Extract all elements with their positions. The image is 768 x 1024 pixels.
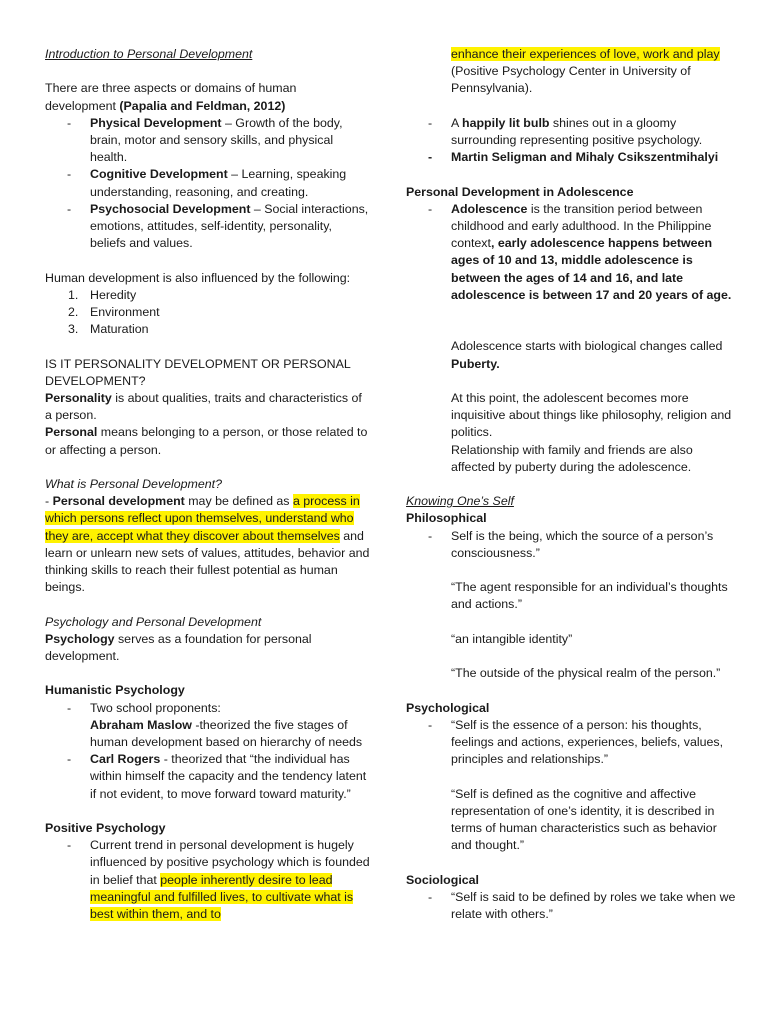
definition-text: and learn or unlearn new sets of values, attitudes, behavior and thinking skills to reach their fullest potential as human beings. <box>45 528 370 595</box>
domain-term: Physical Development <box>90 115 222 130</box>
pd-definition <box>45 493 370 596</box>
personality-definition <box>45 390 370 424</box>
highlighted-text: a process in which persons reflect upon themselves, understand who they are, accept what they discover about themselves <box>45 494 360 543</box>
list-item-psychosocial <box>45 201 370 253</box>
section-title-what-is: What is Personal Development? <box>45 477 222 492</box>
citation-text: (Positive Psychology Center in University of Pennsylvania). <box>451 64 691 96</box>
subsection-title-psychological: Psychological <box>406 700 490 715</box>
highlighted-text: enhance their experiences of love, work and play <box>451 47 720 61</box>
list-item-maturation <box>45 321 370 338</box>
domain-desc: – Learning, speaking understanding, reasoning, and creating. <box>90 167 347 199</box>
right-column <box>406 46 736 923</box>
domain-term: Cognitive Development <box>90 167 228 182</box>
inquisitive-paragraph: At this point, the adolescent becomes more inquisitive about things like philosophy, religion and politics. <box>451 391 732 440</box>
rogers-desc: - theorized that “the individual has within himself the capacity and the tendency latent if not evident, to move forward toward maturity.” <box>90 752 367 801</box>
list-item-founders: - Martin Seligman and Mihaly Csikszentmihalyi <box>406 149 736 166</box>
positive-text: Current trend in personal development is hugely influenced by positive psychology which is founded in belief that <box>90 838 370 887</box>
list-number: 3. <box>68 322 79 337</box>
bulb-text: shines out in a gloomy surrounding representing positive psychology. <box>451 115 703 147</box>
puberty-paragraph <box>406 338 736 372</box>
aspects-intro <box>45 80 370 114</box>
list-item-bulb <box>406 115 736 149</box>
influence-intro: Human development is also influenced by the following: <box>45 270 351 285</box>
list-number: 2. <box>68 305 79 320</box>
name-rogers: Carl Rogers <box>90 752 161 767</box>
aspects-intro-text: There are three aspects or domains of human development <box>45 81 297 113</box>
definition-text: means belonging to a person, or those related to or affecting a person. <box>45 425 368 457</box>
question-heading: IS IT PERSONALITY DEVELOPMENT OR PERSONAL DEVELOPMENT? <box>45 356 351 388</box>
adolescence-ages: , early adolescence happens between ages of 10 and 13, middle adolescence is between the ages of 14 and 16, and late adolescence is between 17 and 20 years of age. <box>451 236 732 302</box>
philosophical-quote: “The agent responsible for an individual’s thoughts and actions.” <box>451 580 728 612</box>
positive-continuation <box>406 46 736 98</box>
section-title-adolescence: Personal Development in Adolescence <box>406 184 634 199</box>
list-number: 1. <box>68 287 79 302</box>
list-item-cognitive <box>45 166 370 200</box>
list-item-psychological: - “Self is the essence of a person: his thoughts, feelings and actions, experiences, beliefs, values, principles and relationships.” <box>406 717 736 769</box>
bulb-text: A <box>451 115 463 130</box>
section-title-positive: Positive Psychology <box>45 821 166 836</box>
maslow-desc: -theorized the five stages of human development based on hierarchy of needs <box>90 717 363 750</box>
list-item-positive <box>45 837 370 923</box>
list-item-physical <box>45 115 370 167</box>
left-column <box>45 46 370 923</box>
term-personal-development: Personal development <box>52 494 185 509</box>
personal-definition <box>45 424 370 458</box>
definition-text: is about qualities, traits and characteristics of a person. <box>45 391 362 423</box>
section-title-knowing-self: Knowing One’s Self <box>406 494 514 509</box>
domain-term: Psychosocial Development <box>90 201 251 216</box>
term-psychology: Psychology <box>45 631 115 646</box>
philosophical-quote: “an intangible identity” <box>451 631 573 646</box>
section-title-psychology: Psychology and Personal Development <box>45 614 262 629</box>
psychological-quote: “Self is defined as the cognitive and affective representation of one’s identity, it is described in terms of human characteristics such as behavior and thought.” <box>451 786 717 853</box>
subsection-title-sociological: Sociological <box>406 872 479 887</box>
list-label: Environment <box>90 305 160 320</box>
domain-desc: – Social interactions, emotions, attitudes, self-identity, personality, beliefs and values. <box>90 201 369 251</box>
relationship-paragraph: Relationship with family and friends are also affected by puberty during the adolescence. <box>451 442 693 474</box>
dash: - <box>45 494 53 509</box>
definition-text: serves as a foundation for personal development. <box>45 631 312 664</box>
list-label: Maturation <box>90 322 149 337</box>
psychology-definition <box>45 631 370 665</box>
definition-text: may be defined as <box>184 494 293 509</box>
bulb-bold: happily lit bulb <box>462 115 550 130</box>
list-label: Heredity <box>90 287 137 302</box>
term-personal: Personal <box>45 425 98 440</box>
maslow-entry <box>45 717 370 751</box>
list-item-environment <box>45 304 370 321</box>
term-adolescence: Adolescence <box>451 201 528 216</box>
list-item-philosophical: - Self is the being, which the source of a person’s consciousness.” <box>406 528 736 562</box>
list-item-heredity <box>45 287 370 304</box>
adolescence-text: is the transition period between childhood and early adulthood. In the Philippine context <box>451 201 712 251</box>
subsection-title-philosophical: Philosophical <box>406 511 487 526</box>
domain-desc: – Growth of the body, brain, motor and sensory skills, and physical health. <box>90 115 343 165</box>
citation-papalia: (Papalia and Feldman, 2012) <box>119 98 286 113</box>
list-item-adolescence <box>406 201 736 304</box>
section-title-introduction: Introduction to Personal Development <box>45 47 253 61</box>
list-item-rogers <box>45 751 370 803</box>
list-item-proponents: - Two school proponents: <box>45 700 370 717</box>
term-personality: Personality <box>45 391 112 406</box>
name-maslow: Abraham Maslow <box>90 717 192 732</box>
section-title-humanistic: Humanistic Psychology <box>45 683 185 698</box>
list-item-sociological: - “Self is said to be defined by roles we take when we relate with others.” <box>406 889 736 923</box>
philosophical-quote: “The outside of the physical realm of the person.” <box>451 666 721 681</box>
term-puberty: Puberty. <box>451 356 500 371</box>
highlighted-text: people inherently desire to lead meaningful and fulfilled lives, to cultivate what is best within them, and to <box>90 872 354 922</box>
puberty-text: Adolescence starts with biological changes called <box>451 339 723 354</box>
